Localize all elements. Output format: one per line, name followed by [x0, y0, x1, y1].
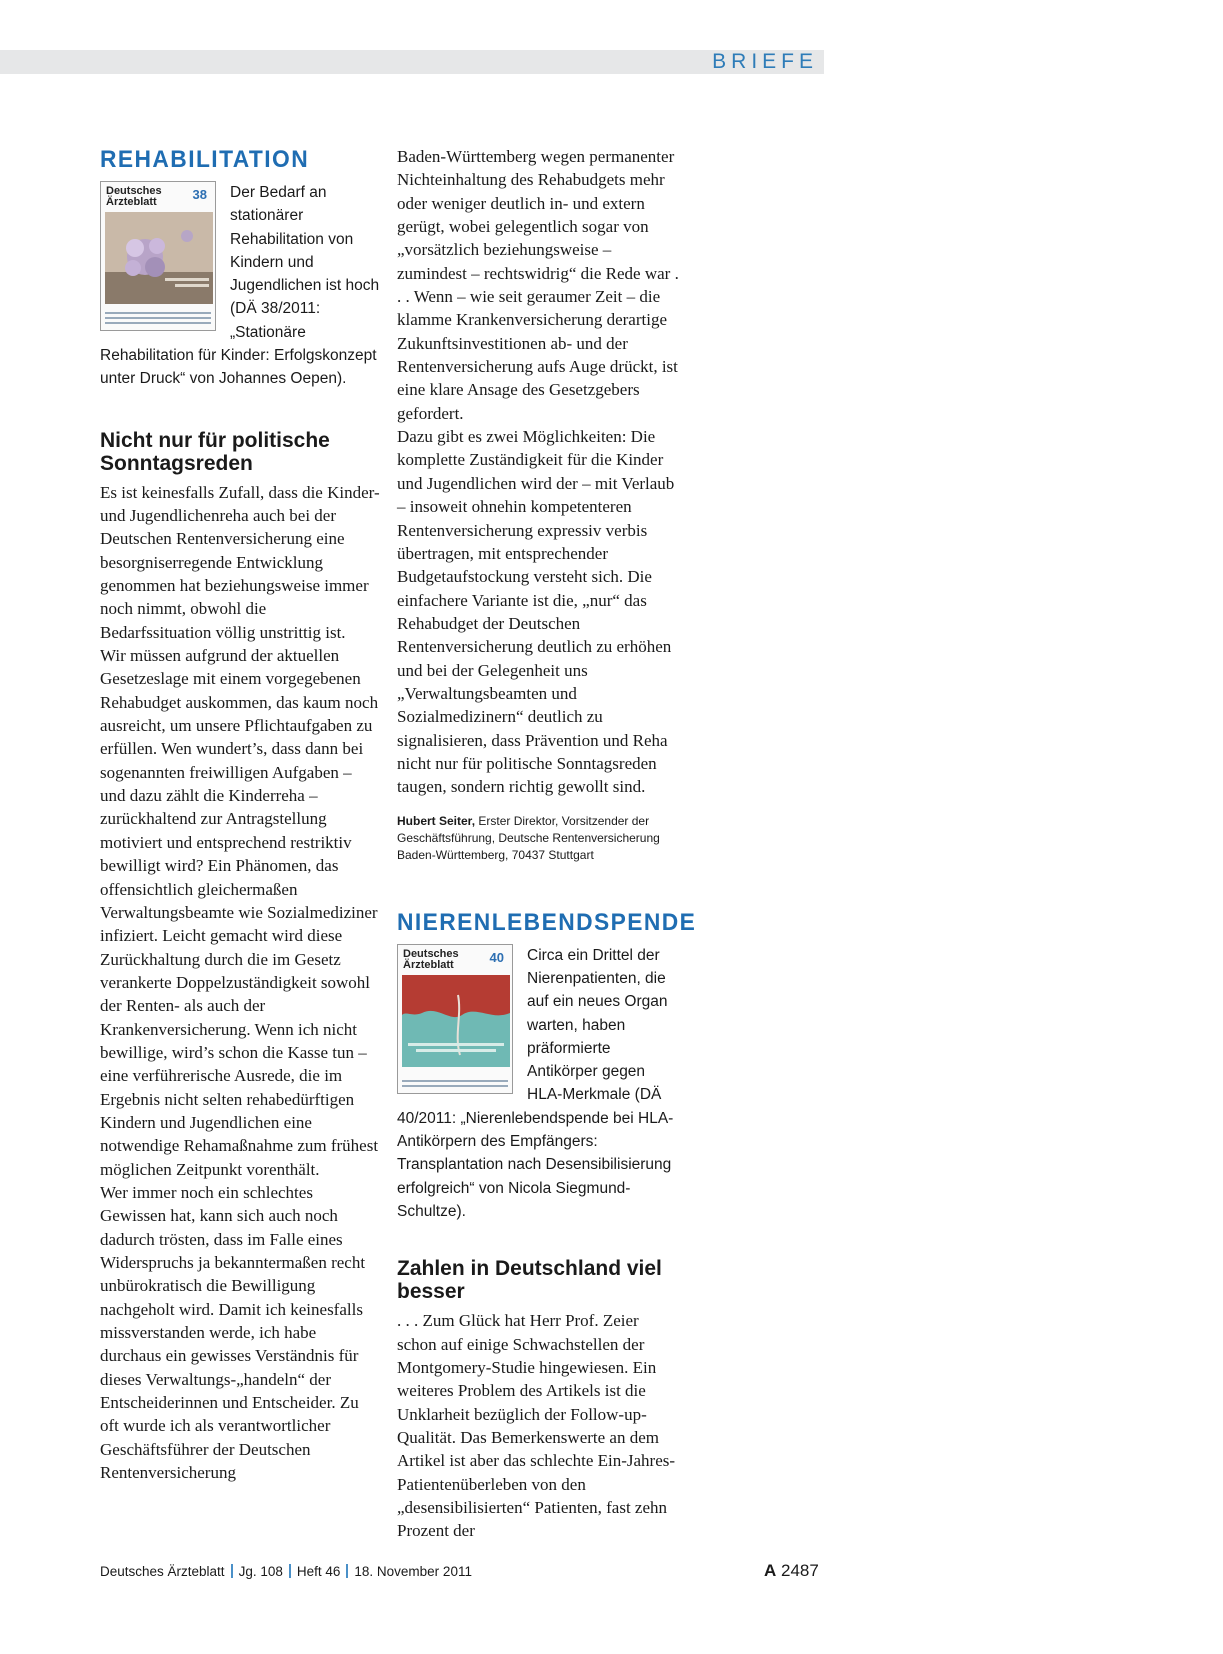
- paragraph: Baden-Württemberg wegen permanenter Nichteinhaltung des Rehabudgets mehr oder weniger deutlich in- und extern gerügt, wobei gelegentlich sogar von „vorsätzlich beziehungsweise – zumindest – rechtswidrig“ die Rede war . . . Wenn – wie seit geraumer Zeit – die klamme Krankenversicherung derartige Zukunftsinvestitionen ab- und der Rentenversicherung aufs Auge drückt, ist eine klare Ansage des Gesetzgebers gefordert.: [397, 147, 679, 423]
- page-number-value: 2487: [781, 1561, 819, 1580]
- header-bar: [0, 50, 824, 74]
- paragraph: Dazu gibt es zwei Möglichkeiten: Die komplette Zuständigkeit für die Kinder und Jugendlichen wird der – mit Verlaub – insoweit ohnehin kompetenteren Rentenversicherung expressiv verbis übertragen, mit entsprechender Budgetaufstockung versteht sich. Die einfachere Variante ist die, „nur“ das Rehabudget der Deutschen Rentenversicherung deutlich zu erhöhen und bei der Gelegenheit uns „Verwaltungsbeamten und Sozialmedizinern“ deutlich zu signalisieren, dass Prävention und Reha nicht nur für politische Sonntagsreden taugen, sondern richtig gewollt sind.: [397, 427, 675, 797]
- section-heading-rehabilitation: REHABILITATION: [100, 146, 310, 173]
- cover-issue-number: 40: [489, 949, 504, 965]
- footer-separator: [289, 1564, 291, 1578]
- section-label: BRIEFE: [712, 50, 818, 73]
- intro-block-nierenlebendspende: [397, 944, 679, 1224]
- cover-title: Deutsches Ärzteblatt: [106, 185, 162, 208]
- page-prefix: A: [764, 1561, 777, 1580]
- footer-separator: [231, 1564, 233, 1578]
- journal-issue: Heft 46: [296, 1564, 341, 1579]
- cover-thumbnail-40: [397, 944, 513, 1094]
- paragraph: . . . Zum Glück hat Herr Prof. Zeier schon auf einige Schwachstellen der Montgomery-Studie hingewiesen. Ein weiteres Problem des Artikels ist die Unklarheit bezüglich der Follow-up-Qualität. Das Bemerkenswerte an dem Artikel ist aber das schlechte Ein-Jahres-Patientenüberleben von den „desensibilisierten“ Patienten, fast zehn Prozent der: [397, 1311, 676, 1541]
- paragraph: Wer immer noch ein schlechtes Gewissen hat, kann sich auch noch dadurch trösten, dass im Falle eines Widerspruchs ja bekanntermaßen recht unbürokratisch die Bewilligung nachgeholt wird. Damit ich keinesfalls missverstanden werde, ich habe durchaus ein gewisses Verständnis für dieses Verwaltungs-„handeln“ der Entscheiderinnen und Entscheider. Zu oft wurde ich als verantwortlicher Geschäftsführer der Deutschen Rentenversicherung: [100, 1182, 366, 1483]
- column-left: [100, 145, 380, 1484]
- signature: [397, 813, 679, 864]
- journal-volume: Jg. 108: [238, 1564, 283, 1579]
- paragraph: Wir müssen aufgrund der aktuellen Gesetzeslage mit einem vorgegebenen Rehabudget auskommen, das kaum noch ausreicht, um unsere Pflichtaufgaben zu erfüllen. Wen wundert’s, dass dann bei sogenannten freiwilligen Aufgaben – und dazu zählt die Kinderreha – zurückhaltend zur Antragstellung motiviert und entsprechend restriktiv bewilligt wird? Ein Phänomen, das offensichtlich gleichermaßen Verwaltungsbeamte wie Sozialmediziner infiziert. Leicht gemacht wird diese Zurückhaltung durch die im Gesetz verankerte Doppelzuständigkeit sowohl der Renten- als auch der Krankenversicherung. Wenn ich nicht bewillige, wird’s schon die Kasse tun – eine verführerische Ausrede, die im Ergebnis nicht selten rehabedürftigen Kindern und Jugendlichen eine notwendige Rehamaßnahme zum frühest möglichen Zeitpunkt vorenthält.: [100, 646, 379, 1179]
- intro-text-rehabilitation: Der Bedarf an stationärer Rehabilitation von Kindern und Jugendlichen ist hoch (DÄ 38/2011: „Stationäre Rehabilitation für Kinder: Erfolgskonzept unter Druck“ von Johannes Oepen).: [100, 184, 380, 388]
- section-heading-nierenlebendspende: NIERENLEBENDSPENDE: [397, 908, 697, 936]
- intro-text-nierenlebendspende: Circa ein Drittel der Nierenpatienten, die auf ein neues Organ warten, haben präformierte Antikörper gegen HLA-Merkmale (DÄ 40/2011: „Nierenlebendspende bei HLA-Antikörpern des Empfängers: Transplantation nach Desensibilisierung erfolgreich“ von Nicola Siegmund-Schultze).: [397, 946, 674, 1220]
- cover-thumbnail-38: [100, 181, 216, 331]
- cover-text-lines: [105, 309, 211, 324]
- journal-name: Deutsches Ärzteblatt: [100, 1564, 225, 1579]
- column-right: [397, 145, 697, 1543]
- journal-date: 18. November 2011: [354, 1564, 472, 1579]
- signature-name: Hubert Seiter,: [397, 813, 476, 828]
- footer-separator: [346, 1564, 348, 1578]
- article-title-zahlen: Zahlen in Deutschland viel besser: [397, 1257, 662, 1304]
- cover-image-cells: [105, 212, 213, 304]
- paragraph: Es ist keinesfalls Zufall, dass die Kinder- und Jugendlichenreha auch bei der Deutschen Rentenversicherung eine besorgniserregende Entwicklung genommen hat beziehungsweise immer noch nimmt, obwohl die Bedarfssituation völlig unstrittig ist.: [100, 482, 380, 642]
- page-number: [764, 1561, 819, 1581]
- cover-title: Deutsches Ärzteblatt: [403, 947, 459, 971]
- article-title-sonntagsreden: Nicht nur für politische Sonntagsreden: [100, 428, 330, 475]
- cover-text-lines: [402, 1077, 508, 1087]
- cover-image-tissue: [402, 975, 510, 1067]
- signature-details: Erster Direktor, Vorsitzender der Geschäftsführung, Deutsche Rentenversicherung Baden-Württemberg, 70437 Stuttgart: [397, 813, 660, 862]
- intro-block-rehabilitation: [100, 181, 380, 391]
- page-footer: [100, 1564, 472, 1579]
- cover-issue-number: 38: [192, 187, 207, 202]
